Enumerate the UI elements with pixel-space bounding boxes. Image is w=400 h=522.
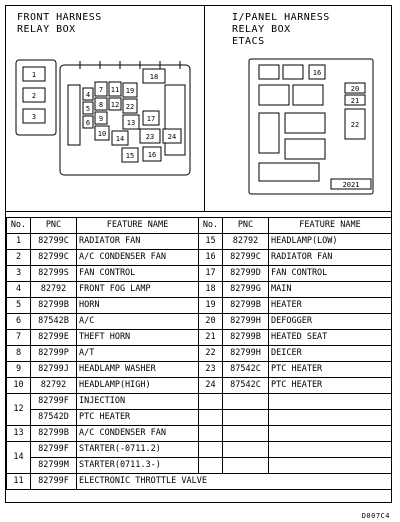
empty-cell bbox=[269, 394, 392, 410]
relay-24: 24 bbox=[167, 133, 177, 141]
pnc-code: 82792 bbox=[223, 234, 269, 250]
pnc-code: 82799D bbox=[223, 266, 269, 282]
empty-cell bbox=[199, 394, 223, 410]
panel-title-line2: RELAY BOX bbox=[232, 24, 291, 35]
table-row bbox=[7, 378, 392, 394]
feature-name: HEADLAMP(HIGH) bbox=[77, 378, 199, 394]
pnc-code: 82799H bbox=[223, 346, 269, 362]
relay-2: 2 bbox=[31, 92, 37, 100]
row-number: 21 bbox=[199, 330, 223, 346]
relay-14: 14 bbox=[115, 135, 125, 143]
pnc-code: 82799B bbox=[223, 330, 269, 346]
feature-name: PTC HEATER bbox=[77, 410, 199, 426]
row-number: 19 bbox=[199, 298, 223, 314]
feature-name: A/T bbox=[77, 346, 199, 362]
table-row bbox=[7, 474, 392, 490]
front-box-inner-left bbox=[68, 85, 80, 145]
relay-5: 5 bbox=[85, 105, 91, 113]
pnc-code: 82792 bbox=[31, 282, 77, 298]
row-number: 5 bbox=[7, 298, 31, 314]
feature-name: FAN CONTROL bbox=[269, 266, 392, 282]
empty-cell bbox=[269, 458, 392, 474]
panel-relay-box-diagram bbox=[245, 55, 380, 200]
panel-relay-16: 16 bbox=[312, 69, 322, 77]
row-number: 22 bbox=[199, 346, 223, 362]
relay-12: 12 bbox=[110, 101, 120, 109]
table-row bbox=[7, 250, 392, 266]
pnc-code: 82799F bbox=[31, 394, 77, 410]
front-title-line2: RELAY BOX bbox=[17, 24, 76, 35]
relay-22: 22 bbox=[125, 103, 135, 111]
header-no-left: No. bbox=[7, 218, 31, 234]
empty-cell bbox=[223, 426, 269, 442]
feature-name: PTC HEATER bbox=[269, 362, 392, 378]
relay-8: 8 bbox=[98, 101, 104, 109]
header-feature-right: FEATURE NAME bbox=[269, 218, 392, 234]
empty-cell bbox=[199, 458, 223, 474]
relay-17: 17 bbox=[146, 115, 156, 123]
relay-6: 6 bbox=[85, 119, 91, 127]
feature-name: DEICER bbox=[269, 346, 392, 362]
pnc-code: 82799B bbox=[223, 298, 269, 314]
table-row bbox=[7, 234, 392, 250]
feature-name: HEADLAMP WASHER bbox=[77, 362, 199, 378]
row-number: 9 bbox=[7, 362, 31, 378]
row-number: 13 bbox=[7, 426, 31, 442]
row-number: 4 bbox=[7, 282, 31, 298]
empty-cell bbox=[199, 426, 223, 442]
header-no-right: No. bbox=[199, 218, 223, 234]
table-row bbox=[7, 426, 392, 442]
pnc-code: 82799F bbox=[31, 442, 77, 458]
pnc-code: 82799C bbox=[31, 234, 77, 250]
feature-name: A/C bbox=[77, 314, 199, 330]
empty-cell bbox=[269, 426, 392, 442]
row-number: 1 bbox=[7, 234, 31, 250]
row-number: 8 bbox=[7, 346, 31, 362]
reference-code: D007C4 bbox=[361, 512, 390, 520]
table-row bbox=[7, 282, 392, 298]
empty-cell bbox=[199, 410, 223, 426]
panel-relay-20: 20 bbox=[350, 85, 360, 93]
pnc-code: 82799B bbox=[31, 426, 77, 442]
relay-7: 7 bbox=[98, 86, 104, 94]
table-row bbox=[7, 266, 392, 282]
feature-name: INJECTION bbox=[77, 394, 199, 410]
row-number: 16 bbox=[199, 250, 223, 266]
empty-cell bbox=[223, 410, 269, 426]
empty-cell bbox=[223, 394, 269, 410]
row-number: 7 bbox=[7, 330, 31, 346]
feature-name: FAN CONTROL bbox=[77, 266, 199, 282]
pnc-code: 82799B bbox=[31, 298, 77, 314]
pnc-code: 82799C bbox=[223, 250, 269, 266]
table-row bbox=[7, 362, 392, 378]
header-pnc-left: PNC bbox=[31, 218, 77, 234]
panel-relay-22: 22 bbox=[350, 121, 360, 129]
relay-16: 16 bbox=[147, 151, 157, 159]
feature-name: STARTER(-0711.2) bbox=[77, 442, 199, 458]
empty-cell bbox=[269, 442, 392, 458]
feature-name: HEADLAMP(LOW) bbox=[269, 234, 392, 250]
relay-18: 18 bbox=[149, 73, 159, 81]
relay-3: 3 bbox=[31, 113, 37, 121]
panel-box-title bbox=[232, 12, 330, 48]
feature-name: ELECTRONIC THROTTLE VALVE bbox=[77, 474, 392, 490]
table-row bbox=[7, 394, 392, 410]
feature-name: THEFT HORN bbox=[77, 330, 199, 346]
table-row bbox=[7, 442, 392, 458]
table-row bbox=[7, 346, 392, 362]
empty-cell bbox=[269, 410, 392, 426]
row-number: 17 bbox=[199, 266, 223, 282]
pnc-code: 87542C bbox=[223, 378, 269, 394]
pnc-code: 82799E bbox=[31, 330, 77, 346]
pnc-code: 82799M bbox=[31, 458, 77, 474]
table-row bbox=[7, 458, 392, 474]
feature-name: RADIATOR FAN bbox=[77, 234, 199, 250]
pnc-code: 82792 bbox=[31, 378, 77, 394]
pnc-code: 82799G bbox=[223, 282, 269, 298]
relay-1: 1 bbox=[31, 71, 37, 79]
feature-name: RADIATOR FAN bbox=[269, 250, 392, 266]
table-row bbox=[7, 410, 392, 426]
panel-title-line1: I/PANEL HARNESS bbox=[232, 12, 330, 23]
front-box-title bbox=[17, 12, 102, 36]
front-title-line1: FRONT HARNESS bbox=[17, 12, 102, 23]
panel-bottom-label: 2021 bbox=[342, 181, 360, 189]
row-number: 3 bbox=[7, 266, 31, 282]
front-box-inner-right bbox=[165, 85, 185, 155]
pnc-code: 82799C bbox=[31, 250, 77, 266]
relay-11: 11 bbox=[110, 86, 120, 94]
section-divider bbox=[5, 211, 392, 212]
feature-name: MAIN bbox=[269, 282, 392, 298]
row-number: 18 bbox=[199, 282, 223, 298]
row-number: 24 bbox=[199, 378, 223, 394]
feature-name: HEATED SEAT bbox=[269, 330, 392, 346]
relay-9: 9 bbox=[98, 115, 104, 123]
row-number: 12 bbox=[7, 394, 31, 426]
feature-name: HORN bbox=[77, 298, 199, 314]
pnc-code: 87542B bbox=[31, 314, 77, 330]
relay-10: 10 bbox=[97, 130, 107, 138]
feature-name: STARTER(0711.3-) bbox=[77, 458, 199, 474]
panel-relay-21: 21 bbox=[350, 97, 360, 105]
pnc-code: 82799P bbox=[31, 346, 77, 362]
feature-name: A/C CONDENSER FAN bbox=[77, 250, 199, 266]
panel-divider bbox=[204, 5, 205, 211]
row-number: 6 bbox=[7, 314, 31, 330]
pnc-code: 82799H bbox=[223, 314, 269, 330]
row-number: 15 bbox=[199, 234, 223, 250]
table-row bbox=[7, 330, 392, 346]
relay-15: 15 bbox=[125, 152, 135, 160]
row-number: 14 bbox=[7, 442, 31, 474]
row-number: 10 bbox=[7, 378, 31, 394]
front-relay-box-diagram bbox=[10, 55, 200, 180]
empty-cell bbox=[223, 442, 269, 458]
relay-13: 13 bbox=[126, 119, 136, 127]
pnc-code: 87542D bbox=[31, 410, 77, 426]
table-row bbox=[7, 298, 392, 314]
feature-name: PTC HEATER bbox=[269, 378, 392, 394]
table-row bbox=[7, 314, 392, 330]
header-feature-left: FEATURE NAME bbox=[77, 218, 199, 234]
row-number: 23 bbox=[199, 362, 223, 378]
relay-19: 19 bbox=[125, 87, 135, 95]
row-number: 20 bbox=[199, 314, 223, 330]
header-pnc-right: PNC bbox=[223, 218, 269, 234]
pnc-code: 82799S bbox=[31, 266, 77, 282]
row-number: 2 bbox=[7, 250, 31, 266]
feature-name: A/C CONDENSER FAN bbox=[77, 426, 199, 442]
pnc-code: 82799J bbox=[31, 362, 77, 378]
relay-4: 4 bbox=[85, 91, 91, 99]
empty-cell bbox=[223, 458, 269, 474]
pnc-code: 82799F bbox=[31, 474, 77, 490]
feature-name: HEATER bbox=[269, 298, 392, 314]
feature-name: FRONT FOG LAMP bbox=[77, 282, 199, 298]
row-number: 11 bbox=[7, 474, 31, 490]
feature-name: DEFOGGER bbox=[269, 314, 392, 330]
relay-23: 23 bbox=[145, 133, 155, 141]
pnc-code: 87542C bbox=[223, 362, 269, 378]
pnc-feature-table bbox=[6, 217, 392, 490]
panel-title-line3: ETACS bbox=[232, 36, 265, 47]
empty-cell bbox=[199, 442, 223, 458]
